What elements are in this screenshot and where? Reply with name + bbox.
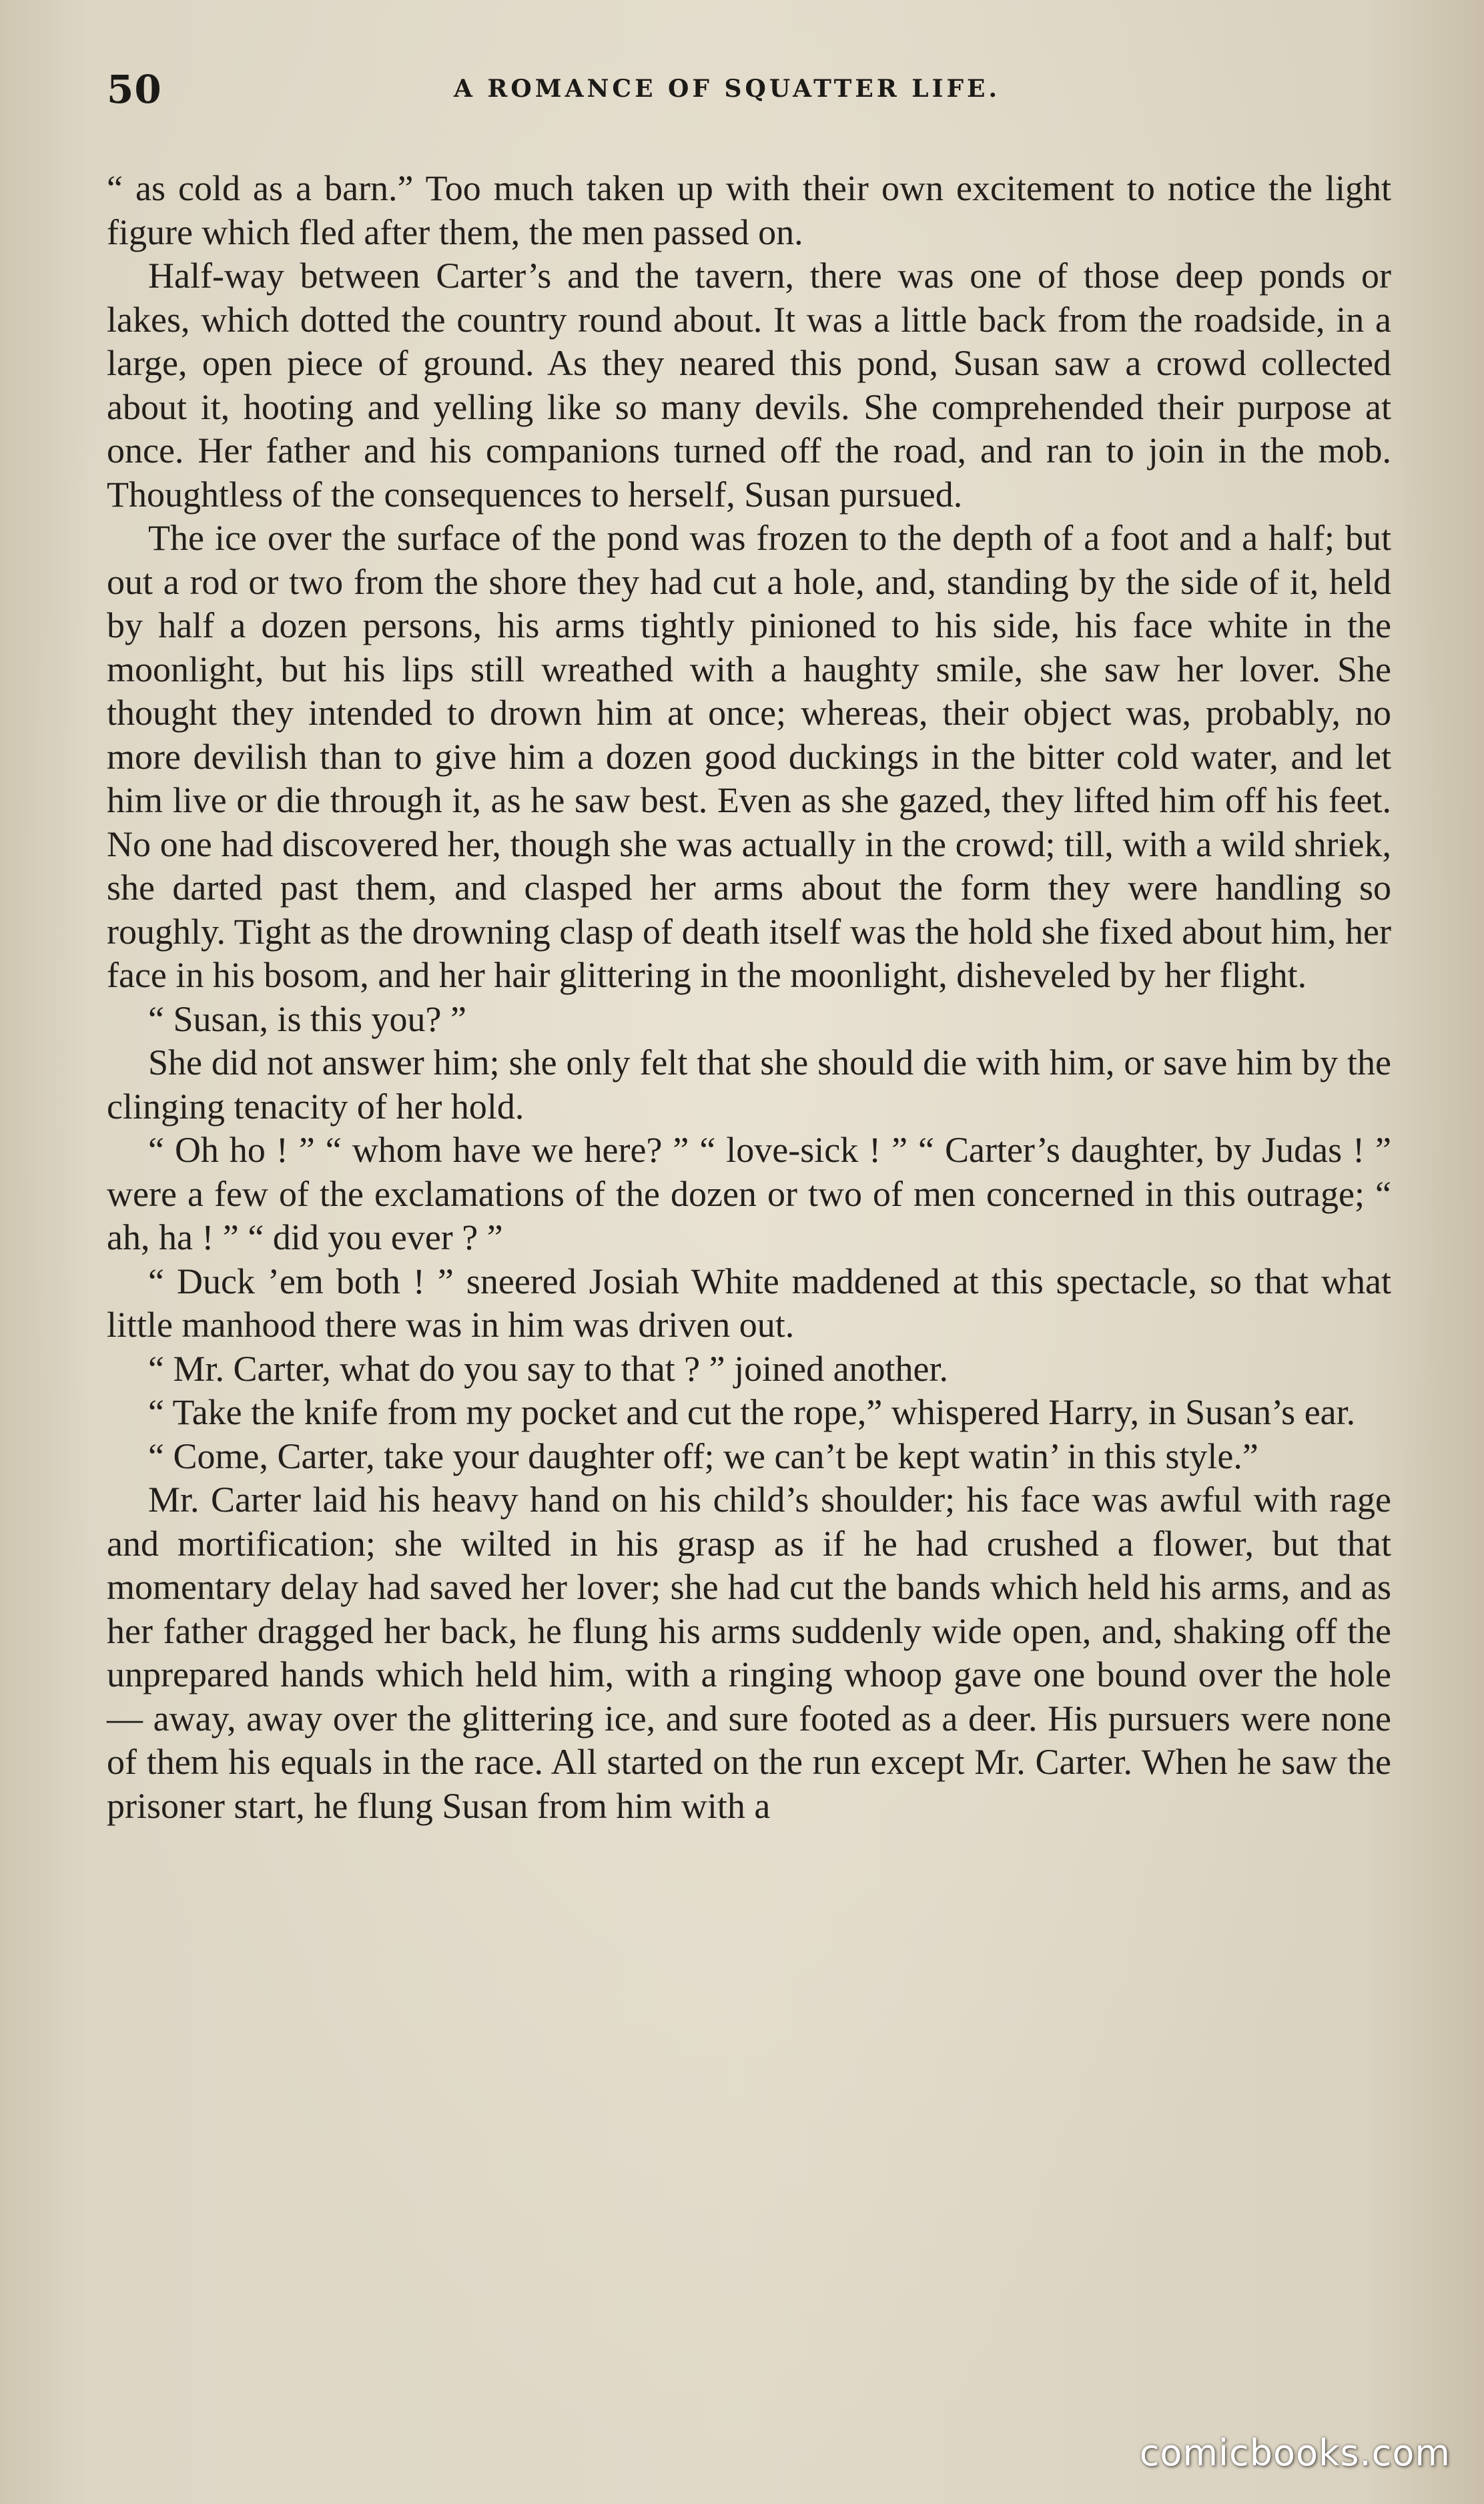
paragraph: The ice over the surface of the pond was frozen to the depth of a foot and a half; but out a rod or two from the shore they had cut a hole, and, standing by the side of it, held by half a dozen persons, his arms tightly pinioned to his side, his face white in the moonlight, but his lips still wreathed with a haughty smile, she saw her lover. She thought they intended to drown him at once; whereas, their object was, probably, no more devilish than to give him a dozen good duckings in the bitter cold water, and let him live or die through it, as he saw best. Even as she gazed, they lifted him off his feet. No one had discovered her, though she was actually in the crowd; till, with a wild shriek, she darted past them, and clasped her arms about the form they were handling so roughly. Tight as the drowning clasp of death itself was the hold she fixed about him, her face in his bosom, and her hair glittering in the moonlight, disheveled by her flight. [107, 518, 1391, 995]
paragraph: Mr. Carter laid his heavy hand on his child’s shoulder; his face was awful with rage and mortification; she wilted in his grasp as if he had crushed a flower, but that momentary delay had saved her lover; she had cut the bands which held his arms, and as her father dragged her back, he flung his arms suddenly wide open, and, shaking off the unprepared hands which held him, with a ringing whoop gave one bound over the hole — away, away over the glittering ice, and sure footed as a deer. His pursuers were none of them his equals in the race. All started on the run except Mr. Carter. When he saw the prisoner start, he flung Susan from him with a [107, 1480, 1391, 1826]
body-text [107, 167, 1391, 1828]
running-head: A ROMANCE OF SQUATTER LIFE. [454, 75, 1000, 103]
paragraph: She did not answer him; she only felt that she should die with him, or save him by the clinging tenacity of her hold. [107, 1042, 1391, 1127]
watermark: comicbooks.com [1139, 2432, 1451, 2474]
paragraph: “ Oh ho ! ” “ whom have we here? ” “ love-sick ! ” “ Carter’s daughter, by Judas ! ” were a few of the exclamations of the dozen or two of men concerned in this outrage; “ ah, ha ! ” “ did you ever ? ” [107, 1130, 1391, 1257]
paragraph: Half-way between Carter’s and the tavern, there was one of those deep ponds or lakes, which dotted the country round about. It was a little back from the roadside, in a large, open piece of ground. As they neared this pond, Susan saw a crowd collected about it, hooting and yelling like so many devils. She comprehended their purpose at once. Her father and his companions turned off the road, and ran to join in the mob. Thoughtless of the consequences to herself, Susan pursued. [107, 256, 1391, 515]
page-header [107, 67, 1388, 120]
paragraph: “ as cold as a barn.” Too much taken up with their own excitement to notice the light figure which fled after them, the men passed on. [107, 168, 1391, 252]
paragraph: “ Duck ’em both ! ” sneered Josiah White maddened at this spectacle, so that what little manhood there was in him was driven out. [107, 1261, 1391, 1345]
paragraph: “ Come, Carter, take your daughter off; we can’t be kept watin’ in this style.” [148, 1436, 1258, 1476]
page-number: 50 [107, 67, 162, 112]
paragraph: “ Susan, is this you? ” [148, 998, 466, 1039]
paragraph: “ Mr. Carter, what do you say to that ? ” joined another. [148, 1348, 949, 1389]
paragraph: “ Take the knife from my pocket and cut the rope,” whispered Harry, in Susan’s ear. [148, 1392, 1356, 1432]
